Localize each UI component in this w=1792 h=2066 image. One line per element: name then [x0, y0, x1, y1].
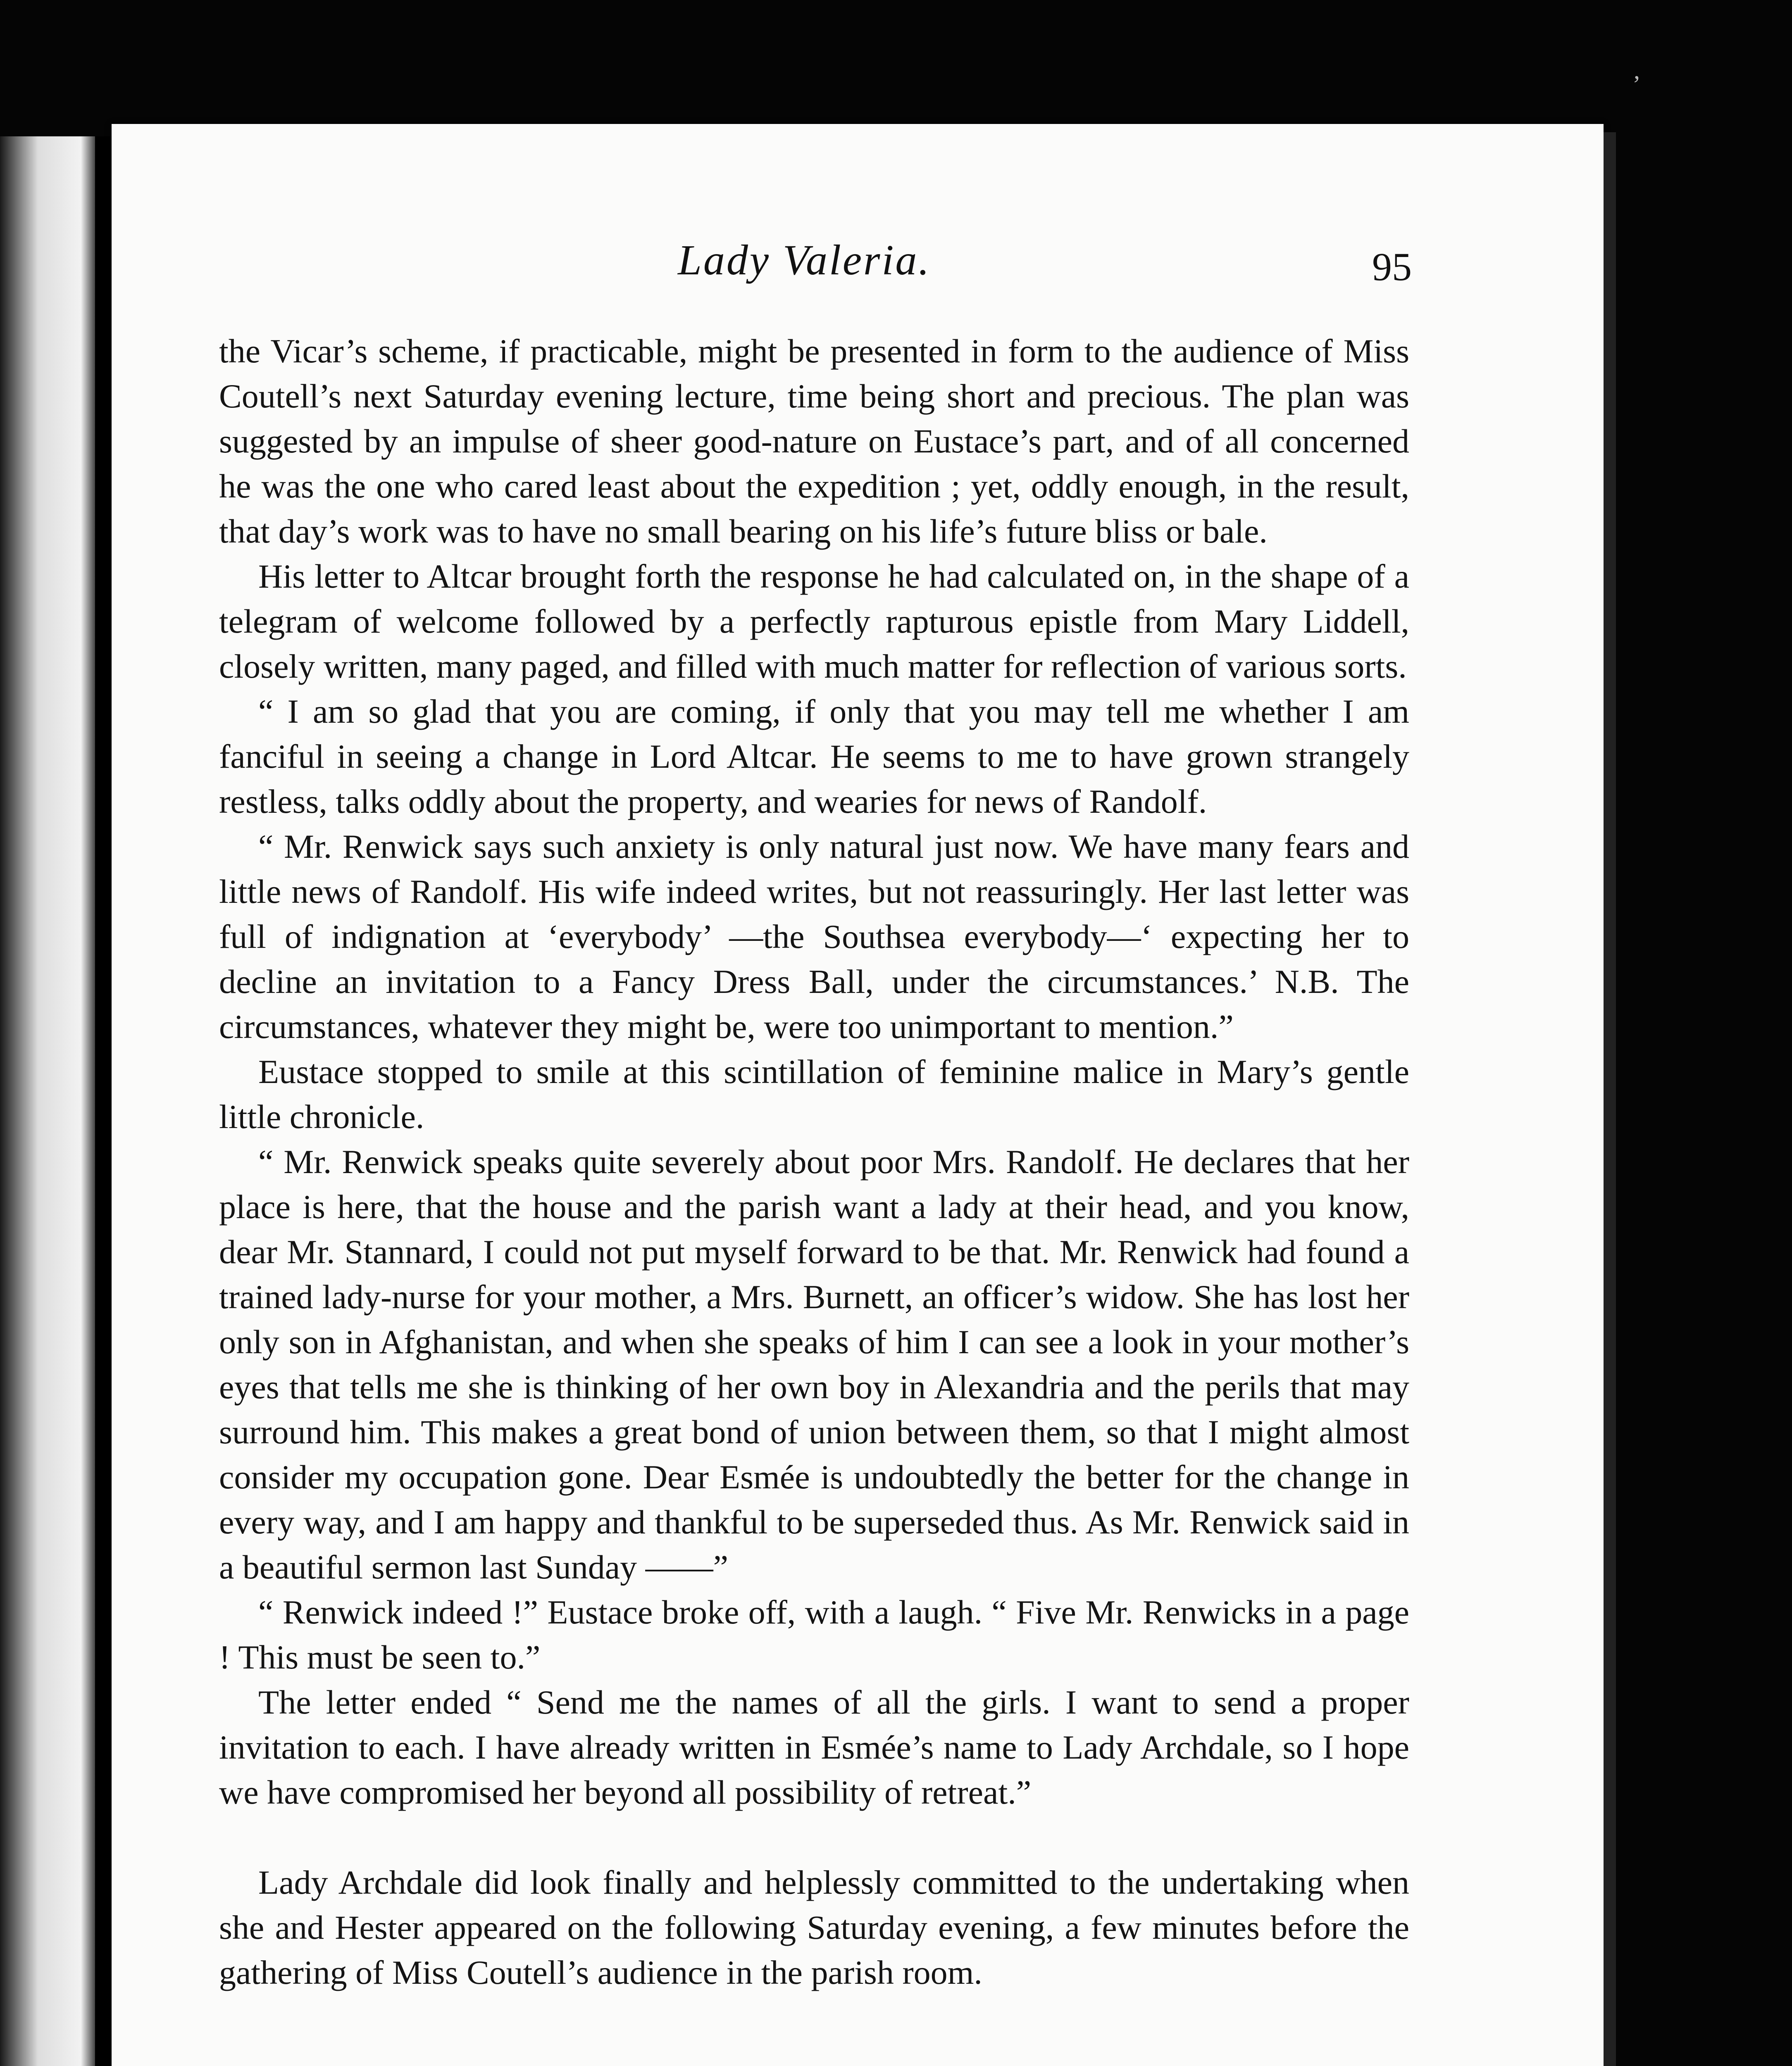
paragraph: “ Mr. Renwick speaks quite severely about poor Mrs. Randolf. He declares that her place is here, that the house and the parish want a lady at their head, and you know, dear Mr. Stannard, I could not put myself forward to be that. Mr. Renwick had found a trained lady-nurse for your mother, a Mrs. Burnett, an officer’s widow. She has lost her only son in Afghanistan, and when she speaks of him I can see a look in your mother’s eyes that tells me she is thinking of her own boy in Alexandria and the perils that may surround him. This makes a great bond of union between them, so that I might almost consider my occupation gone. Dear Esmée is undoubtedly the better for the change in every way, and I am happy and thankful to be superseded thus. As Mr. Renwick said in a beautiful sermon last Sunday ——”	[219, 1143, 1409, 1586]
running-title: Lady Valeria.	[678, 236, 931, 284]
page-number: 95	[1372, 245, 1412, 289]
paragraph: Lady Archdale did look finally and helplessly committed to the undertaking when she and Hester appeared on the following Saturday evening, a few minutes before the gathering of Miss Coutell’s audience in the parish room.	[219, 1864, 1409, 1991]
paragraph: His letter to Altcar brought forth the response he had calculated on, in the shape of a telegram of welcome followed by a perfectly rapturous epistle from Mary Liddell, closely written, many paged, and filled with much matter for reflection of various sorts.	[219, 557, 1409, 685]
facing-page-edge	[0, 136, 95, 2066]
paragraph: “ Renwick indeed !” Eustace broke off, with a laugh. “ Five Mr. Renwicks in a page ! This must be seen to.”	[219, 1593, 1409, 1676]
page-right-edge	[1604, 132, 1616, 2066]
paragraph: “ I am so glad that you are coming, if only that you may tell me whether I am fanciful in seeing a change in Lord Altcar. He seems to me to have grown strangely restless, talks oddly about the property, and wearies for news of Randolf.	[219, 693, 1409, 820]
paragraph: The letter ended “ Send me the names of all the girls. I want to send a proper invitation to each. I have already written in Esmée’s name to Lady Archdale, so I hope we have compromised her beyond all possibility of retreat.”	[219, 1683, 1409, 1811]
paragraph: Eustace stopped to smile at this scintillation of feminine malice in Mary’s gentle little chronicle.	[219, 1053, 1409, 1135]
running-head	[112, 124, 1604, 314]
paragraph: “ Mr. Renwick says such anxiety is only natural just now. We have many fears and little news of Randolf. His wife indeed writes, but not reassuringly. Her last letter was full of indignation at ‘everybody’ —the Southsea everybody—‘ expecting her to decline an invitation to a Fancy Dress Ball, under the circumstances.’ N.B. The circumstances, whatever they might be, were too unimportant to mention.”	[219, 828, 1409, 1045]
body-text	[219, 328, 1409, 1995]
paragraph: the Vicar’s scheme, if practicable, might be presented in form to the audience of Miss Coutell’s next Saturday evening lecture, time being short and precious. The plan was suggested by an impulse of sheer good-nature on Eustace’s part, and of all concerned he was the one who cared least about the expedition ; yet, oddly enough, in the result, that day’s work was to have no small bearing on his life’s future bliss or bale.	[219, 332, 1409, 550]
book-gutter	[95, 136, 112, 2066]
dust-speck: ’	[1632, 71, 1641, 98]
